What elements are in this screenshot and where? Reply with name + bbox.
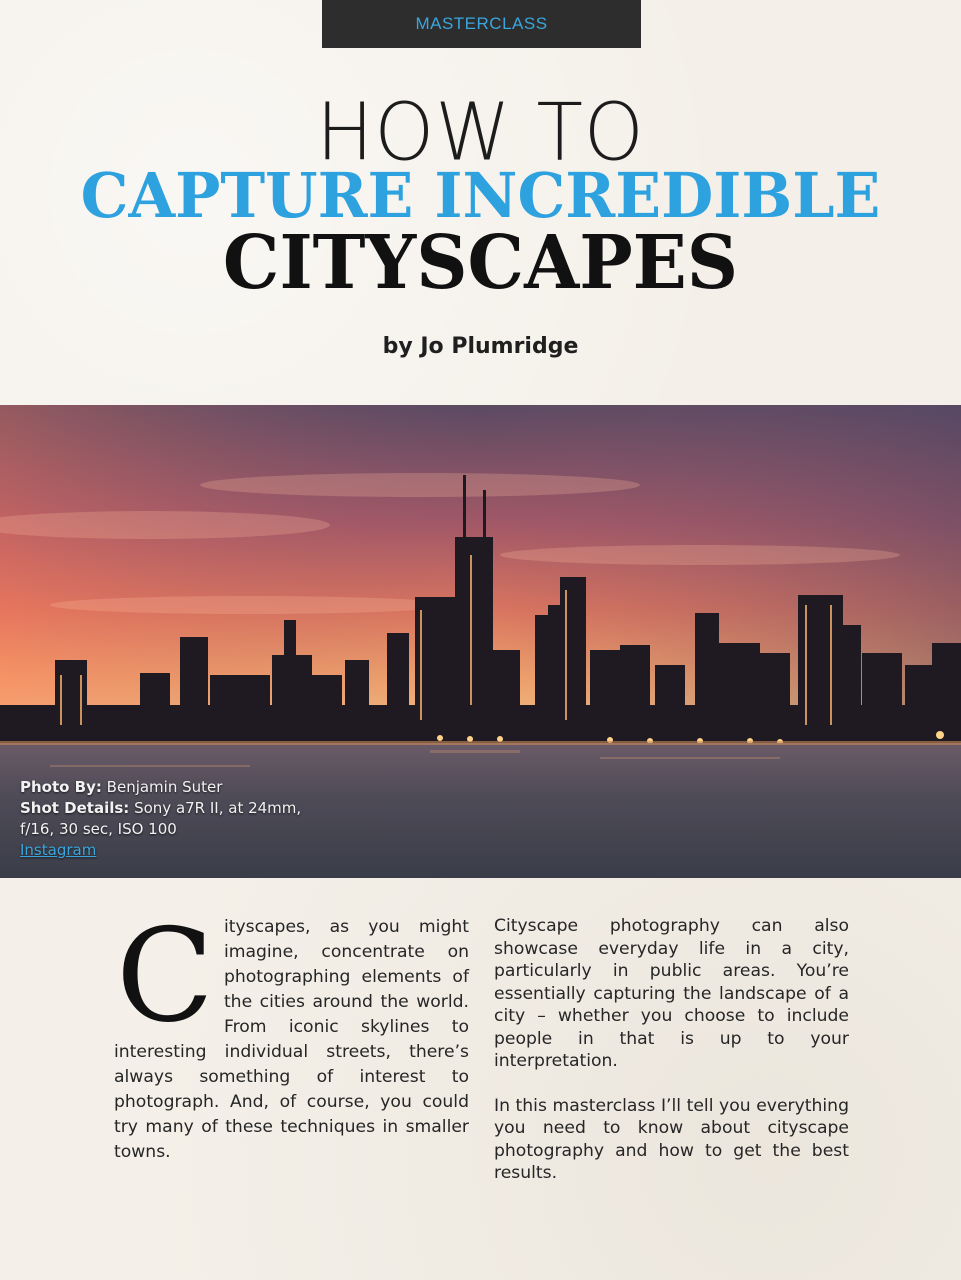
article-paragraph-1: ityscapes, as you might imagine, concentrate on photographing elements of the cities around the world. From iconic skylines to interesting individual streets, there’s always something of interest to photograph. And, of course, you could try many of these techniques in smaller towns. xyxy=(114,917,469,1162)
photo-caption xyxy=(20,777,301,861)
shot-details-line xyxy=(20,798,301,819)
photo-by-label: Photo By: xyxy=(20,778,102,796)
byline: by Jo Plumridge xyxy=(382,334,579,359)
article-column-left xyxy=(114,902,469,1165)
photo-by-value: Benjamin Suter xyxy=(106,778,223,796)
headline-line-3: CITYSCAPES xyxy=(222,220,739,306)
drop-cap: C xyxy=(116,902,214,1051)
headline-line-1: HOW TO xyxy=(316,84,645,179)
headline-line-2: CAPTURE INCREDIBLE xyxy=(80,159,881,232)
article-paragraph-3: In this masterclass I’ll tell you everything you need to know about cityscape photography and how to get the best results. xyxy=(494,1095,849,1183)
shot-details-line-2: f/16, 30 sec, ISO 100 xyxy=(20,820,177,838)
article-column-right xyxy=(494,915,849,1207)
shot-details-value-1: Sony a7R II, at 24mm, xyxy=(134,799,302,817)
section-tab: MASTERCLASS xyxy=(322,0,641,48)
cityscape-photo xyxy=(0,405,961,878)
article-paragraph-2: Cityscape photography can also showcase everyday life in a city, particularly in public areas. You’re essentially capturing the landscape of a city – whether you choose to include people in that is up to your interpretation. xyxy=(494,916,849,1071)
shot-details-label: Shot Details: xyxy=(20,799,130,817)
photo-credit-line xyxy=(20,777,301,798)
instagram-link[interactable]: Instagram xyxy=(20,841,97,859)
